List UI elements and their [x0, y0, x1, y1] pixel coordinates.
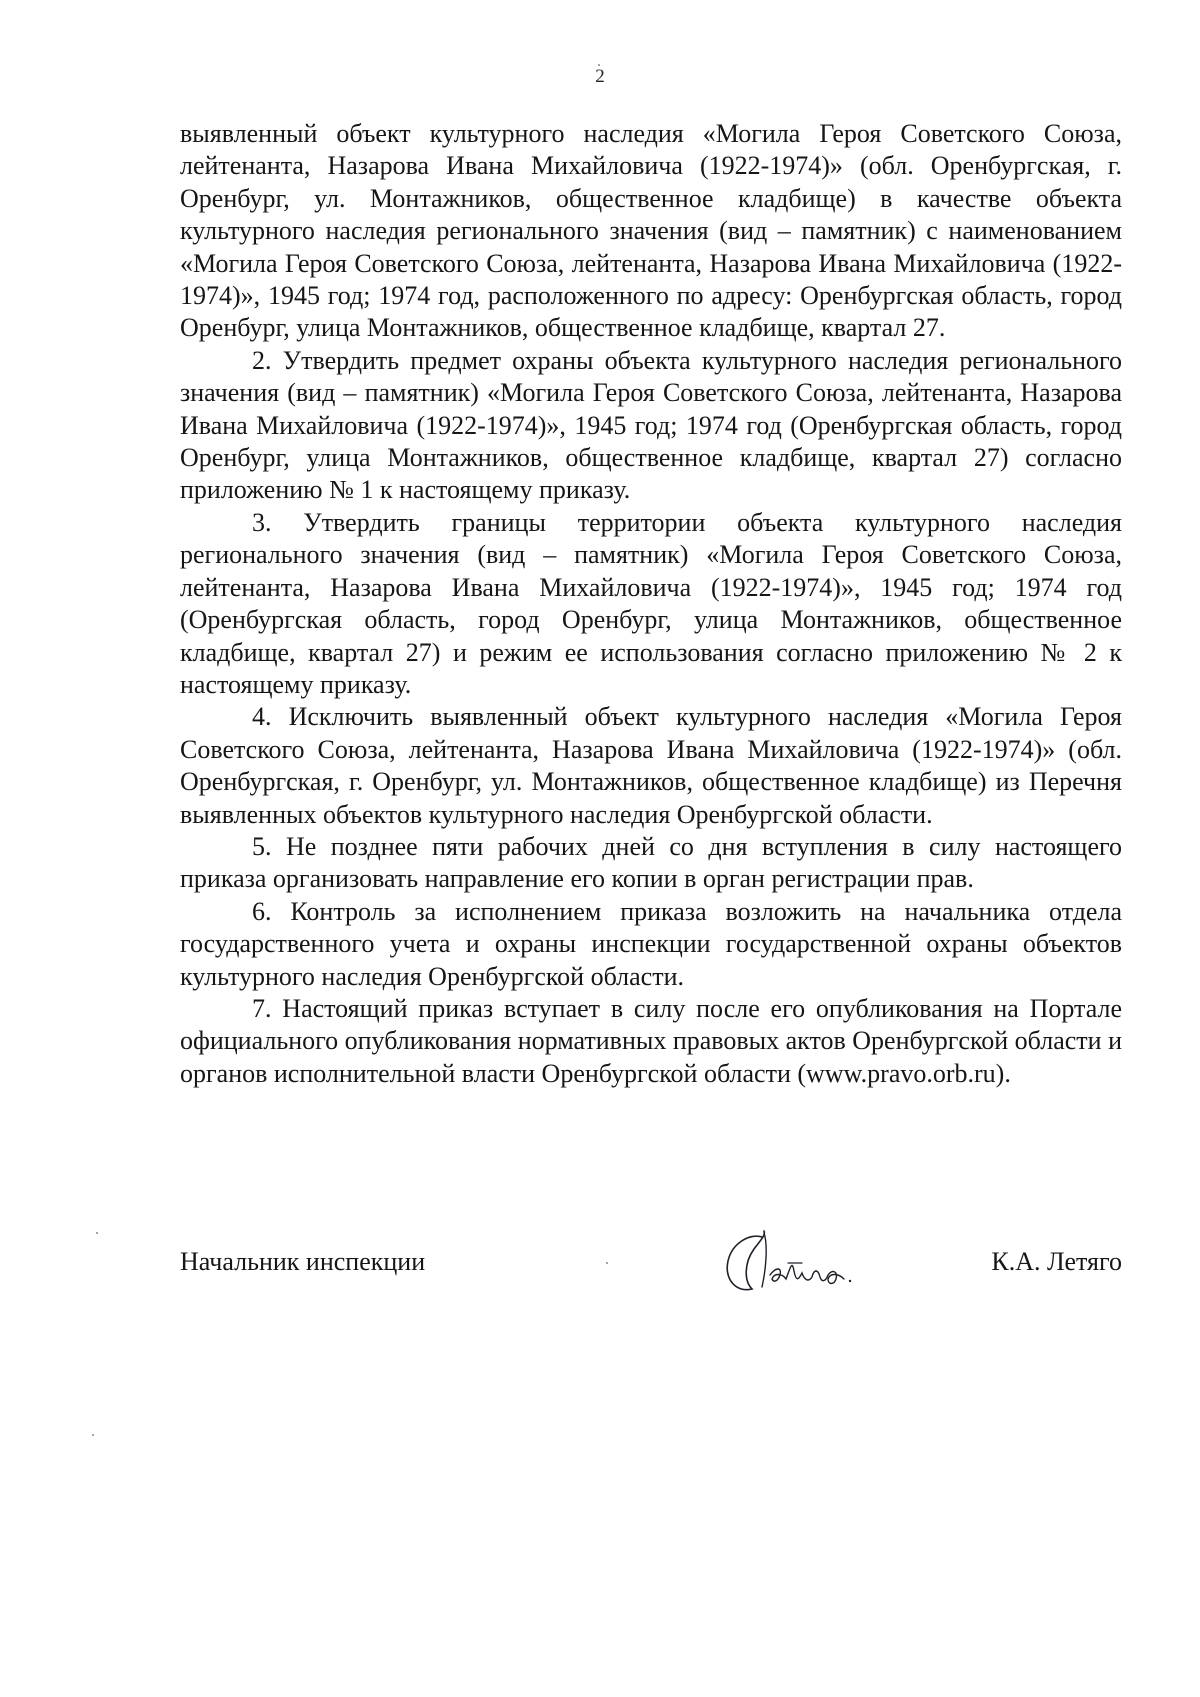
page-number: 2: [595, 66, 605, 87]
scan-speck: [606, 1262, 608, 1264]
signature-block: [180, 1245, 1122, 1335]
paragraph-item-4: 4. Исключить выявленный объект культурного наследия «Могила Героя Советского Союза, лейтенанта, Назарова Ивана Михайловича (1922-1974)» (обл. Оренбургская, г. Оренбург, ул. Монтажников, общественное кладбище) из Перечня выявленных объектов культурного наследия Оренбургской области.: [180, 702, 1122, 829]
scan-speck: [96, 1232, 98, 1234]
paragraph-1-continuation: выявленный объект культурного наследия «Могила Героя Советского Союза, лейтенанта, Назарова Ивана Михайловича (1922-1974)» (обл. Оренбургская, г. Оренбург, ул. Монтажников, общественное кладбище) в качестве объекта культурного наследия регионального значения (вид – памятник) с наименованием «Могила Героя Советского Союза, лейтенанта, Назарова Ивана Михайловича (1922-1974)», 1945 год; 1974 год, расположенного по адресу: Оренбургская область, город Оренбург, улица Монтажников, общественное кладбище, квартал 27.: [180, 119, 1122, 343]
paragraph-item-2: 2. Утвердить предмет охраны объекта культурного наследия регионального значения (вид – памятник) «Могила Героя Советского Союза, лейтенанта, Назарова Ивана Михайловича (1922-1974)», 1945 год; 1974 год (Оренбургская область, город Оренбург, улица Монтажников, общественное кладбище, квартал 27) согласно приложению № 1 к настоящему приказу.: [180, 345, 1122, 505]
signatory-title: Начальник инспекции: [180, 1247, 426, 1276]
paragraph-item-6: 6. Контроль за исполнением приказа возложить на начальника отдела государственного учета и охраны инспекции государственной охраны объектов культурного наследия Оренбургской области.: [180, 896, 1122, 991]
scan-speck: [92, 1434, 94, 1436]
scan-speck: [598, 64, 600, 66]
order-body: [180, 118, 1122, 1090]
paragraph-item-7: 7. Настоящий приказ вступает в силу после его опубликования на Портале официального опубликования нормативных правовых актов Оренбургской области и органов исполнительной власти Оренбургской области (www.pravo.orb.ru).: [180, 993, 1122, 1088]
paragraph-item-5: 5. Не позднее пяти рабочих дней со дня вступления в силу настоящего приказа организовать направление его копии в орган регистрации прав.: [180, 831, 1122, 894]
paragraph-item-3: 3. Утвердить границы территории объекта культурного наследия регионального значения (вид – памятник) «Могила Героя Советского Союза, лейтенанта, Назарова Ивана Михайловича (1922-1974)», 1945 год; 1974 год (Оренбургская область, город Оренбург, улица Монтажников, общественное кладбище, квартал 27) и режим ее использования согласно приложению № 2 к настоящему приказу.: [180, 507, 1122, 699]
handwritten-signature: [710, 1223, 890, 1303]
signatory-name: К.А. Летяго: [991, 1247, 1122, 1276]
